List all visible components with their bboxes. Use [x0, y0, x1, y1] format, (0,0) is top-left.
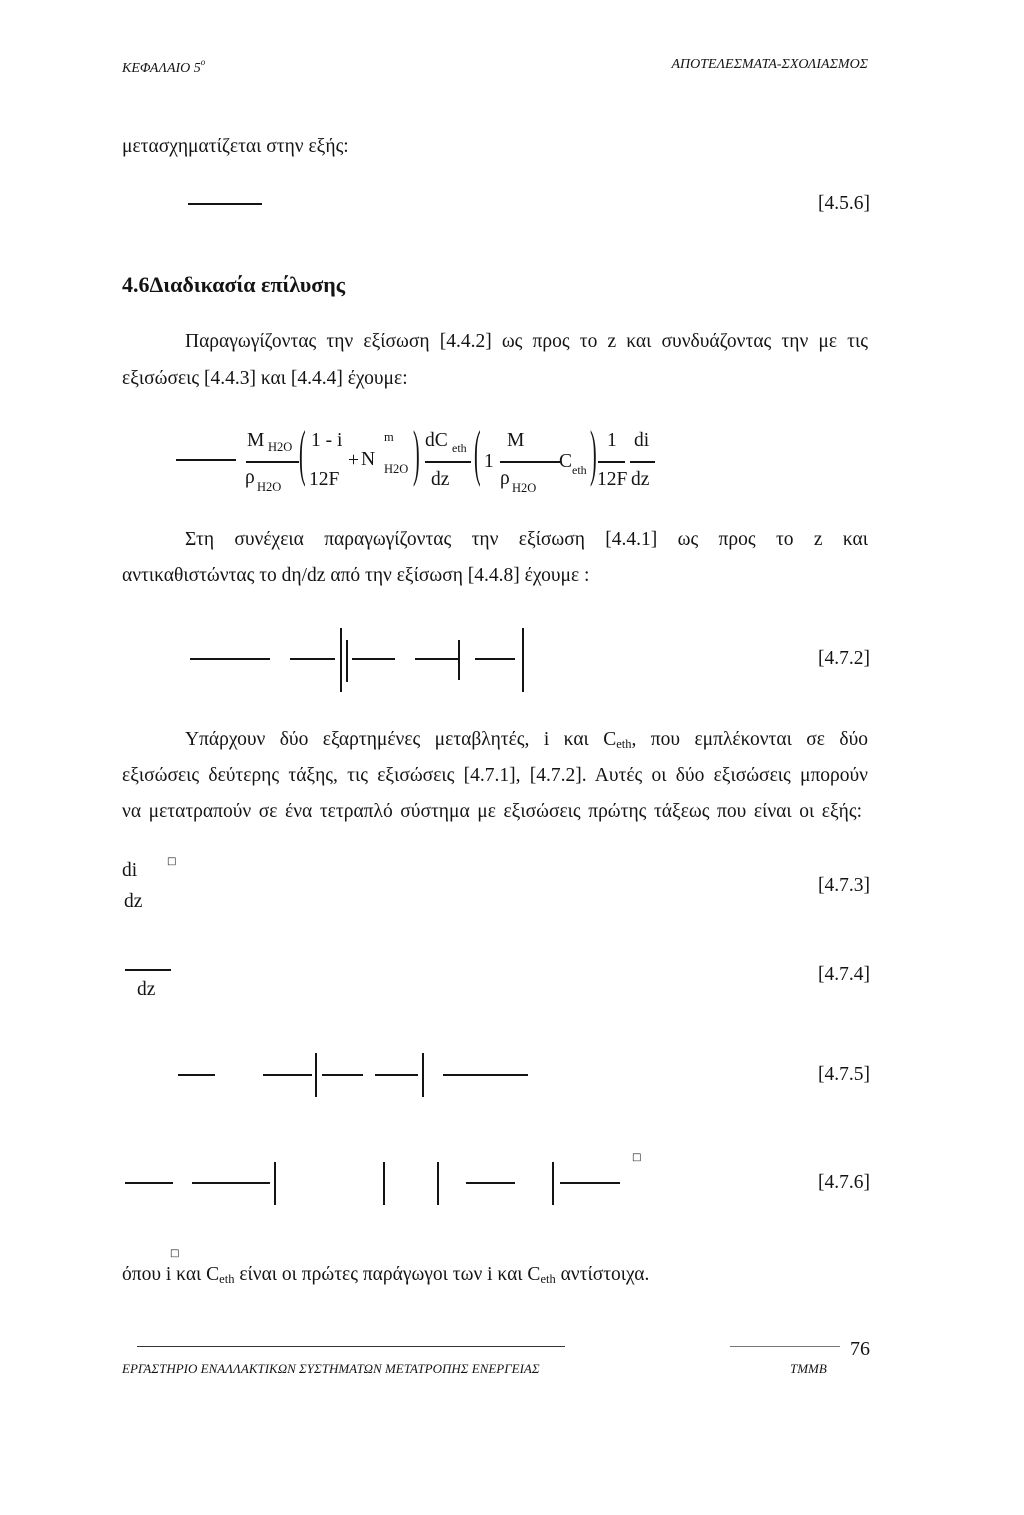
eq1-dc: dC: [425, 430, 448, 451]
paragraph-3-subscript: eth: [616, 737, 632, 751]
paragraph-3-text-b: , που εμπλέκονται σε δύο: [631, 729, 868, 750]
equation-rule: [375, 1074, 418, 1076]
paragraph-2-line-2: αντικαθιστώντας το dη/dz από την εξίσωση [4.4.8] έχουμε :: [122, 565, 590, 586]
bracket-bar: [315, 1053, 317, 1097]
fraction-line: [246, 461, 299, 463]
equation-rule: [466, 1182, 515, 1184]
eq474-dz: dz: [137, 979, 156, 1000]
paragraph-1-line-2: εξισώσεις [4.4.3] και [4.4.4] έχουμε:: [122, 368, 408, 389]
closing-sentence: [122, 1265, 649, 1289]
closing-text-3: αντίστοιχα.: [555, 1264, 650, 1285]
equation-number-4-7-4: [4.7.4]: [818, 964, 870, 985]
chapter-label: [122, 55, 205, 76]
fraction-line: [630, 461, 655, 463]
equation-rule: [415, 658, 458, 660]
eq1-m2: M: [507, 430, 525, 451]
eq1-one2: 1: [607, 430, 617, 451]
paragraph-1-line-1: Παραγωγίζοντας την εξίσωση [4.4.2] ως προς το z και συνδυάζοντας την με τις: [185, 331, 868, 352]
footer-lab-name: ΕΡΓΑΣΤΗΡΙΟ ΕΝΑΛΛΑΚΤΙΚΩΝ ΣΥΣΤΗΜΑΤΩΝ ΜΕΤΑΤΡΟΠΗΣ ΕΝΕΡΓΕΙΑΣ: [122, 1361, 540, 1376]
closing-subscript-1: eth: [219, 1272, 235, 1286]
eq1-n: N: [361, 449, 376, 470]
paragraph-2-line-1: Στη συνέχεια παραγωγίζοντας την εξίσωση [4.4.1] ως προς το z και: [185, 529, 868, 550]
eq1-rho2-subscript: H2O: [512, 481, 537, 495]
paragraph-3-line-1: [185, 730, 868, 754]
equation-rule: [190, 658, 270, 660]
bracket-bar: [458, 640, 460, 680]
paragraph-3-text-a: Υπάρχουν δύο εξαρτημένες μεταβλητές, i και C: [185, 729, 617, 750]
equation-number-4-7-2: [4.7.2]: [818, 648, 870, 669]
equation-rule: [125, 1182, 173, 1184]
closing-text-1: όπου i και C: [122, 1264, 220, 1285]
eq1-one-minus-i: 1 - i: [311, 430, 343, 451]
fraction-line: [425, 461, 471, 463]
bracket-bar: [340, 628, 342, 692]
equation-rule: [443, 1074, 528, 1076]
eq1-n-subscript: H2O: [384, 462, 409, 476]
paragraph-3-line-3: να μετατραπούν σε ένα τετραπλό σύστημα με εξισώσεις πρώτης τάξεως που είναι οι εξής:: [122, 801, 862, 822]
closing-text-2: είναι οι πρώτες παράγωγοι των i και C: [234, 1264, 541, 1285]
eq473-di: di: [122, 860, 138, 881]
equation-rule: [475, 658, 515, 660]
eq1-12f-2: 12F: [597, 469, 628, 490]
footer-department: ΤΜΜΒ: [790, 1361, 827, 1376]
equation-rule: [263, 1074, 312, 1076]
equation-rule: [192, 1182, 270, 1184]
equation-number-4-7-5: [4.7.5]: [818, 1064, 870, 1085]
bracket-bar: [383, 1162, 385, 1205]
eq1-paren2-close: ): [590, 420, 597, 489]
equation-number-4-7-3: [4.7.3]: [818, 875, 870, 896]
equation-number-4-7-6: [4.7.6]: [818, 1172, 870, 1193]
equation-rule: [176, 459, 236, 461]
bracket-bar: [437, 1162, 439, 1205]
closing-subscript-2: eth: [540, 1272, 556, 1286]
bracket-bar: [552, 1162, 554, 1205]
eq1-paren2-open: (: [474, 420, 481, 489]
eq1-di: di: [634, 430, 650, 451]
eq1-n-superscript: m: [384, 430, 394, 444]
eq1-paren-open: (: [299, 420, 306, 489]
page-number: 76: [850, 1338, 870, 1360]
equation-rule: [188, 203, 262, 205]
eq476-placeholder-glyph: □: [632, 1152, 642, 1163]
eq1-12f: 12F: [309, 469, 340, 490]
chapter-superscript: ο: [200, 57, 206, 67]
section-label: ΑΠΟΤΕΛΕΣΜΑΤΑ-ΣΧΟΛΙΑΣΜΟΣ: [671, 57, 868, 72]
fraction-line: [500, 461, 560, 463]
intro-text: μετασχηματίζεται στην εξής:: [122, 136, 349, 157]
equation-rule: [352, 658, 395, 660]
eq1-c: C: [559, 451, 573, 472]
bracket-bar: [522, 628, 524, 692]
paragraph-3-line-2: εξισώσεις δεύτερης τάξης, τις εξισώσεις [4.7.1], [4.7.2]. Αυτές οι δύο εξισώσεις μπορούν: [122, 765, 868, 786]
fraction-line: [598, 461, 625, 463]
bracket-bar: [422, 1053, 424, 1097]
bracket-bar: [346, 640, 348, 682]
eq1-paren-close: ): [413, 420, 420, 489]
bracket-bar: [274, 1162, 276, 1205]
chapter-text: ΚΕΦΑΛΑΙΟ 5: [122, 61, 201, 76]
equation-rule: [178, 1074, 215, 1076]
eq1-m: M: [247, 430, 265, 451]
eq1-dz-2: dz: [631, 469, 650, 490]
eq1-c-subscript: eth: [572, 463, 587, 477]
eq473-dz: dz: [124, 891, 143, 912]
closing-placeholder-glyph: □: [170, 1248, 180, 1259]
equation-rule: [290, 658, 335, 660]
footer-rule: [730, 1346, 840, 1347]
eq473-placeholder-glyph: □: [167, 856, 177, 867]
eq1-dz: dz: [431, 469, 450, 490]
equation-rule: [322, 1074, 363, 1076]
eq1-rho: ρ: [245, 467, 255, 488]
eq1-m-subscript: H2O: [268, 440, 293, 454]
eq1-one: 1: [484, 451, 494, 472]
eq1-rho-subscript: H2O: [257, 480, 282, 494]
section-heading: 4.6Διαδικασία επίλυσης: [122, 272, 345, 297]
fraction-line: [125, 969, 171, 971]
footer-rule: [137, 1346, 565, 1347]
eq1-rho2: ρ: [500, 468, 510, 489]
eq1-dc-subscript: eth: [452, 441, 467, 455]
equation-number-4-5-6: [4.5.6]: [818, 193, 870, 214]
eq1-plus: +: [348, 450, 359, 471]
equation-rule: [560, 1182, 620, 1184]
